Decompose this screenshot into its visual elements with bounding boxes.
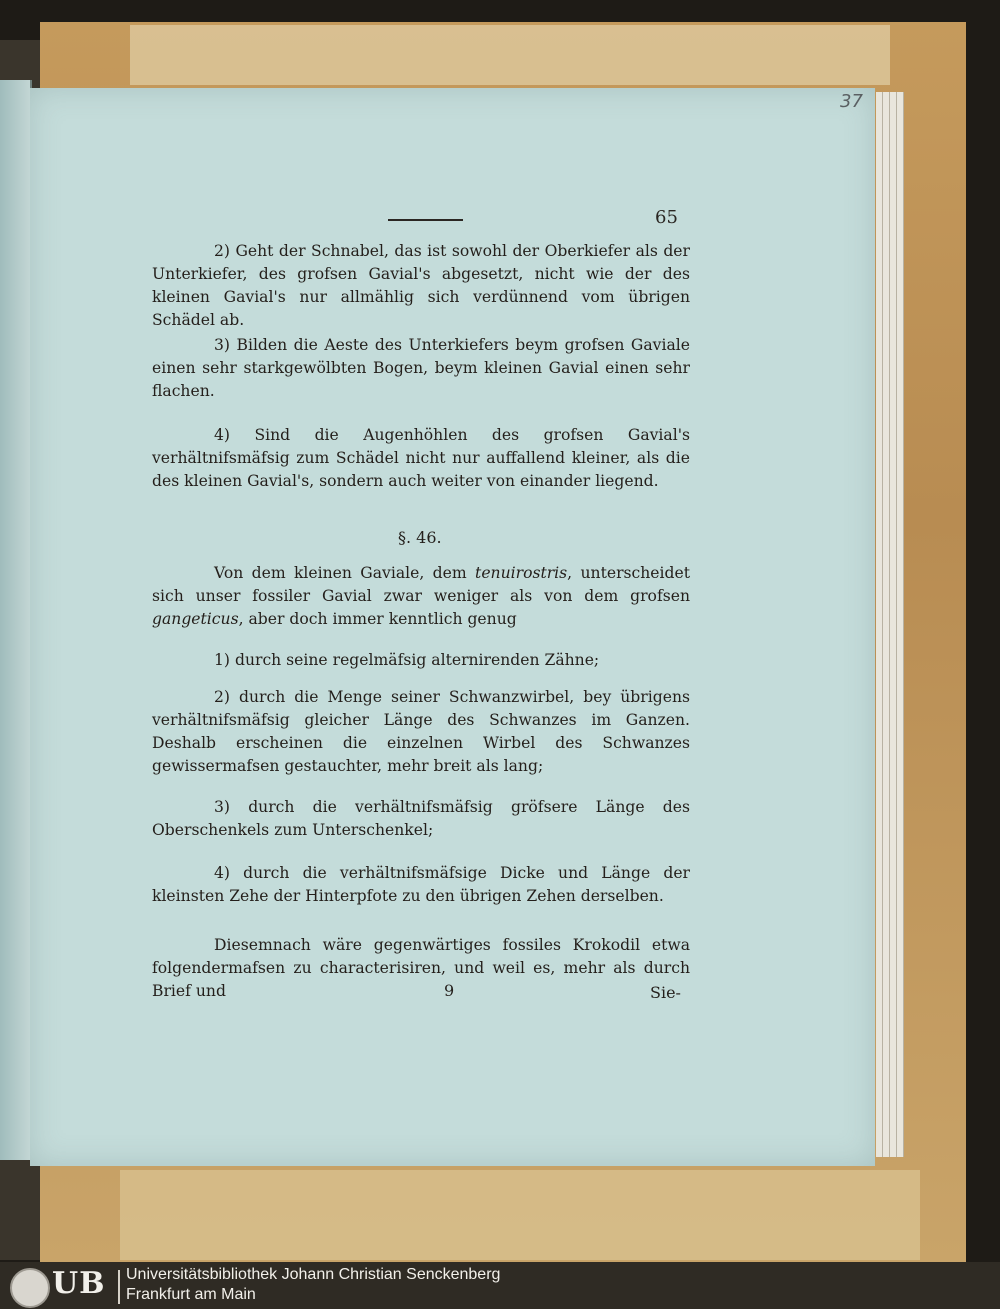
list-item-4: 4) durch die verhältnifsmäfsige Dicke und Länge der kleinsten Zehe der Hinterpfote zu den übrigen Zehen derselben.: [152, 864, 690, 905]
signature-mark: 9: [444, 981, 455, 1000]
list-item-1: 1) durch seine regelmäfsig alternirenden Zähne;: [214, 651, 600, 669]
page-edge: [890, 92, 897, 1157]
species-tenuirostris: tenuirostris: [475, 564, 568, 582]
institution-name: Universitätsbibliothek Johann Christian Senckenberg: [126, 1266, 501, 1283]
page-number: 65: [655, 207, 678, 228]
intro-text-middle: , unterscheidet sich unser fossiler Gavial zwar weniger als von dem grofsen: [152, 564, 690, 605]
paper-strip-top: [130, 25, 890, 85]
logo-divider: [118, 1270, 120, 1304]
species-gangeticus: gangeticus: [152, 610, 239, 628]
list-item-3: 3) durch die verhältnifsmäfsig gröfsere Länge des Oberschenkels zum Unterschenkel;: [152, 798, 690, 839]
page-edge: [876, 92, 883, 1157]
institution-city: Frankfurt am Main: [126, 1286, 256, 1303]
intro-text-before: Von dem kleinen Gaviale, dem: [214, 564, 476, 582]
catchword: Sie-: [650, 983, 681, 1002]
list-item-2: 2) durch die Menge seiner Schwanzwirbel, bey übrigens verhältnifsmäfsig gleicher Länge des Schwanzes im Ganzen. Deshalb erscheinen die einzelnen Wirbel des Schwanzes gewissermafsen gestauchter, mehr breit als lang;: [152, 688, 690, 775]
seal-icon: [10, 1268, 50, 1308]
paper-strip-bottom: [120, 1170, 920, 1260]
intro-text-after: , aber doch immer kenntlich genug: [238, 610, 517, 628]
closing-paragraph: Diesemnach wäre gegenwärtiges fossiles Krokodil etwa folgendermafsen zu characterisiren, und weil es, mehr als durch Brief und: [152, 936, 690, 1000]
paragraph-3: 3) Bilden die Aeste des Unterkiefers beym grofsen Gaviale einen sehr starkgewölbten Bogen, beym kleinen Gavial einen sehr flachen.: [152, 336, 690, 400]
page-edge: [897, 92, 904, 1157]
header-rule: [388, 219, 463, 221]
page-edge: [883, 92, 890, 1157]
section-heading: §. 46.: [398, 528, 442, 547]
left-page-edge: [0, 80, 32, 1160]
paragraph-4: 4) Sind die Augenhöhlen des grofsen Gavial's verhältnifsmäfsig zum Schädel nicht nur auffallend kleiner, als die des kleinen Gavial's, sondern auch weiter von einander liegend.: [152, 426, 690, 490]
paragraph-2: 2) Geht der Schnabel, das ist sowohl der Oberkiefer als der Unterkiefer, des grofsen Gavial's abgesetzt, nicht wie der des kleinen Gavial's nur allmählig sich verdünnend vom übrigen Schädel ab.: [152, 242, 690, 329]
ub-logo: UB: [52, 1266, 106, 1301]
handwritten-folio: 37: [840, 91, 863, 112]
section-intro: [152, 562, 690, 631]
